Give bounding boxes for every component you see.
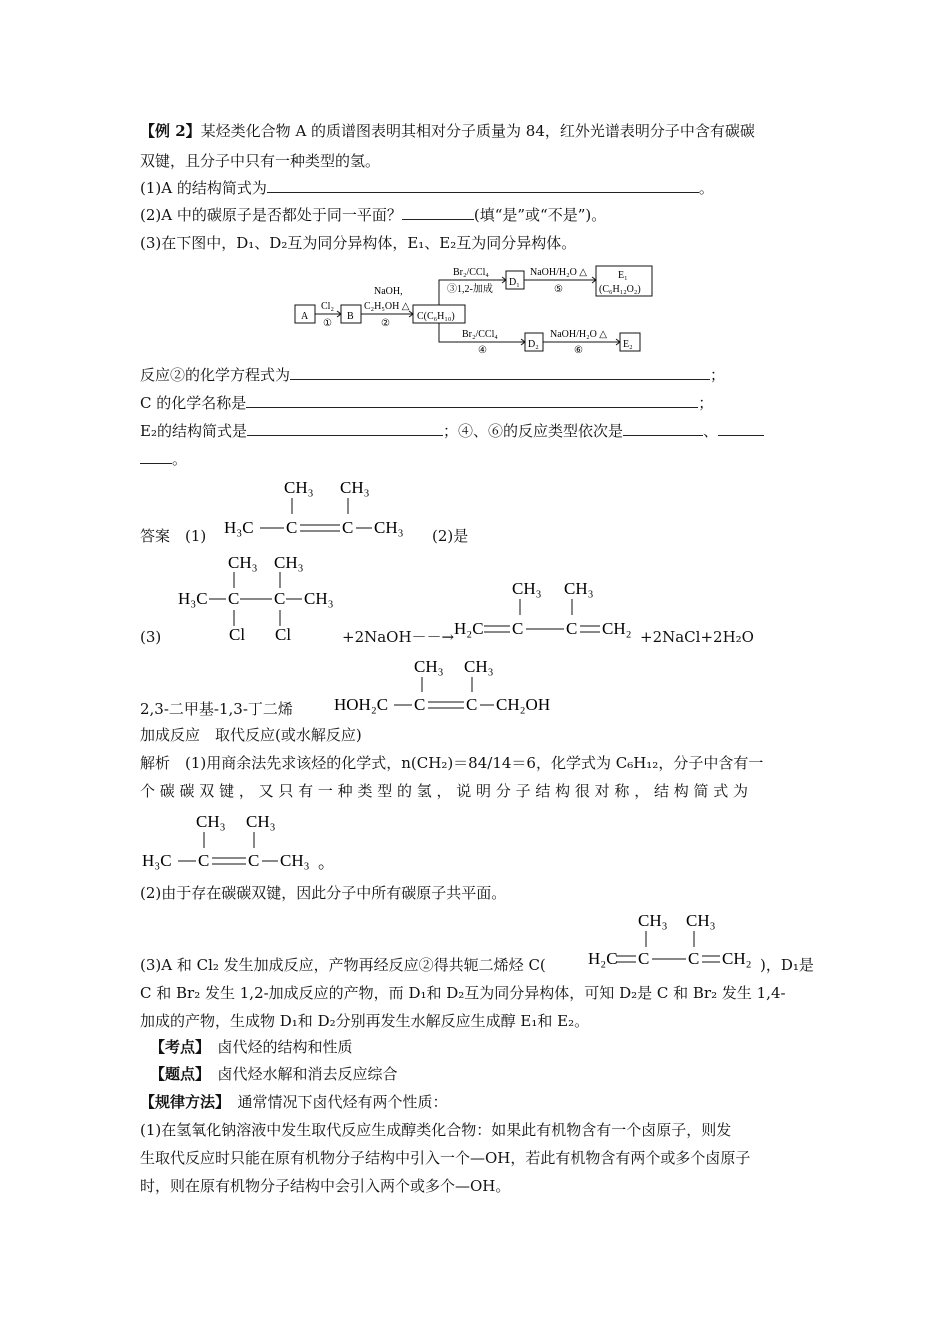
- tidian-tag: 【题点】: [150, 1065, 203, 1083]
- rule-line-1: (1)在氢氧化钠溶液中发生取代反应生成醇类化合物：如果此有机物含有一个卤原子，则发: [140, 1121, 732, 1139]
- analysis-line-1: 解析 (1)用商余法先求该烃的化学式，n(CH₂)＝84/14＝6，化学式为 C₆H₁₂，分子中含有一: [140, 754, 764, 772]
- c-g2: C: [248, 851, 260, 870]
- tidian-line: [150, 1063, 398, 1085]
- semicolon-1: ；: [710, 366, 726, 384]
- label-e1: E₁: [618, 270, 628, 281]
- e2-line: [140, 420, 764, 442]
- h3c-a: H₃C: [224, 518, 254, 537]
- ch3-g3: CH₃: [280, 851, 310, 870]
- ch3-2: CH₃: [340, 478, 370, 497]
- ch3-d2: CH₃: [274, 553, 304, 572]
- c-e2: C: [566, 619, 578, 638]
- answer-blank-7b: [140, 448, 172, 464]
- ch3-a3: CH₃: [374, 518, 404, 537]
- ch3-g1: CH₃: [196, 812, 226, 831]
- c-h1: C: [638, 949, 650, 968]
- kaodian-tag: 【考点】: [150, 1038, 203, 1056]
- label-br2-a: Br₂/CCl₄: [453, 267, 489, 278]
- c-name-text: C 的化学名称是: [140, 394, 247, 412]
- ch3-h2: CH₃: [686, 911, 716, 930]
- ch3-d3: CH₃: [304, 589, 334, 608]
- ch3-e2: CH₃: [564, 579, 594, 598]
- label-naoh-5: NaOH/H₂O △: [530, 267, 588, 278]
- label-step4: ④: [478, 345, 487, 354]
- label-a: A: [301, 311, 309, 322]
- label-step2: ②: [381, 318, 390, 329]
- plus-nacl: +2NaCl+2H₂O: [640, 628, 754, 646]
- answer-blank-4: [246, 392, 698, 408]
- answer-label: 答案 (1): [140, 527, 207, 545]
- label-naoh-6: NaOH/H₂O △: [550, 329, 608, 340]
- semicolon-2: ；: [698, 394, 714, 412]
- cl-2: Cl: [275, 625, 292, 644]
- analysis-p2: (2)由于存在碳碳双键，因此分子中所有碳原子共平面。: [140, 884, 507, 902]
- reaction-flow-diagram: [290, 262, 670, 354]
- answer-blank-7: [718, 420, 764, 436]
- question-2: [140, 204, 606, 226]
- structure-dichloride: [176, 550, 346, 646]
- h3c-g: H₃C: [142, 851, 172, 870]
- structure-a: [222, 474, 422, 544]
- ch2oh: CH₂OH: [496, 695, 551, 714]
- answer-3-label: (3): [140, 628, 162, 646]
- analysis-p3a: [140, 954, 546, 976]
- h3c-d: H₃C: [178, 589, 208, 608]
- ch3-f2: CH₃: [464, 657, 494, 676]
- question-2-hint: (填“是”或“不是”)。: [473, 206, 607, 224]
- answer-blank-1: [267, 177, 699, 193]
- c-a1: C: [286, 518, 298, 537]
- analysis-p3c: C 和 Br₂ 发生 1,2-加成反应的产物，而 D₁和 D₂互为同分异构体，可知 D₂是 C 和 Br₂ 发生 1,4-: [140, 984, 786, 1002]
- analysis-p3d: 加成的产物，生成物 D₁和 D₂分别再发生水解反应生成醇 E₁和 E₂。: [140, 1012, 590, 1030]
- label-b: B: [347, 311, 354, 322]
- label-e1-formula: (C₆H₁₂O₂): [599, 284, 641, 295]
- ch3-g2: CH₃: [246, 812, 276, 831]
- reaction-2-line: [140, 364, 725, 386]
- rule-line-3: 时，则在原有机物分子结构中会引入两个或多个—OH。: [140, 1177, 511, 1195]
- e2-text: E₂的结构简式是: [140, 422, 247, 440]
- separator: 、: [702, 422, 718, 440]
- label-step1: ①: [323, 318, 332, 329]
- answer-2: (2)是: [432, 527, 469, 545]
- question-2-text: (2)A 中的碳原子是否都处于同一平面？: [140, 206, 402, 224]
- question-1-end: 。: [698, 179, 714, 197]
- ch3-f1: CH₃: [414, 657, 444, 676]
- label-d2: D₂: [528, 339, 539, 350]
- example-line-1: [140, 120, 755, 142]
- period: 。: [172, 450, 188, 468]
- answer-reaction-types: 加成反应 取代反应(或水解反应): [140, 726, 362, 744]
- example-intro-2: 双键，且分子中只有一种类型的氢。: [140, 152, 381, 170]
- analysis-dot: 。: [318, 853, 335, 872]
- c-h2: C: [688, 949, 700, 968]
- kaodian-text: 卤代烃的结构和性质: [217, 1038, 353, 1056]
- analysis-p3a-text: (3)A 和 Cl₂ 发生加成反应，产物再经反应②得共轭二烯烃 C(: [140, 956, 546, 974]
- analysis-p3b: )，D₁是: [760, 956, 814, 974]
- structure-a-analysis: [142, 808, 342, 872]
- reaction-types-text: ；④、⑥的反应类型依次是: [442, 422, 623, 440]
- example-intro-1: 某烃类化合物 A 的质谱图表明其相对分子质量为 84，红外光谱表明分子中含有碳碳: [200, 122, 755, 140]
- guilv-tag: 【规律方法】: [140, 1093, 223, 1111]
- structure-diene: [452, 575, 642, 645]
- analysis-line-2: 个 碳 碳 双 键 ， 又 只 有 一 种 类 型 的 氢 ， 说 明 分 子 结 构 很 对 称 ， 结 构 简 式 为: [140, 782, 749, 800]
- kaodian-line: [150, 1036, 353, 1058]
- c-g1: C: [198, 851, 210, 870]
- answer-c-name: 2,3-二甲基-1,3-丁二烯: [140, 700, 293, 718]
- c-f1: C: [414, 695, 426, 714]
- question-3: (3)在下图中，D₁、D₂互为同分异构体，E₁、E₂互为同分异构体。: [140, 234, 577, 252]
- h2c-e: H₂C: [454, 619, 484, 638]
- answer-blank-6: [623, 420, 703, 436]
- label-cl2: Cl₂: [321, 301, 334, 312]
- ch2-h: CH₂: [722, 949, 752, 968]
- plus-naoh: +2NaOH－－→: [342, 628, 455, 646]
- e2-line-end: [140, 448, 187, 470]
- ch3-e1: CH₃: [512, 579, 542, 598]
- answer-blank-5: [247, 420, 443, 436]
- c-d2: C: [274, 589, 286, 608]
- c-e1: C: [512, 619, 524, 638]
- c-f2: C: [466, 695, 478, 714]
- label-naoh: NaOH,: [374, 286, 403, 297]
- question-1: [140, 177, 714, 199]
- ch3-h1: CH₃: [638, 911, 668, 930]
- structure-e2: [332, 654, 562, 718]
- hoh2c: HOH₂C: [334, 695, 389, 714]
- h2c-h: H₂C: [588, 949, 618, 968]
- cl-1: Cl: [229, 625, 246, 644]
- rule-line-2: 生取代反应时只能在原有机物分子结构中引入一个—OH，若此有机物含有两个或多个卤原子: [140, 1149, 751, 1167]
- ch2-e: CH₂: [602, 619, 632, 638]
- label-step6: ⑥: [574, 345, 583, 354]
- label-step5: ⑤: [554, 284, 563, 295]
- ch3-1: CH₃: [284, 478, 314, 497]
- reaction-2-text: 反应②的化学方程式为: [140, 366, 291, 384]
- structure-c-analysis: [586, 907, 786, 971]
- label-d1: D₁: [509, 277, 520, 288]
- label-add-12: ③1,2-加成: [447, 284, 493, 295]
- ch3-d1: CH₃: [228, 553, 258, 572]
- c-d1: C: [228, 589, 240, 608]
- guilv-line: [140, 1091, 448, 1113]
- answer-blank-3: [290, 364, 710, 380]
- label-e2: E₂: [623, 339, 633, 350]
- label-c2h5oh: C₂H₅OH △: [364, 301, 410, 312]
- example-tag: 【例 2】: [140, 122, 201, 140]
- c-a2: C: [342, 518, 354, 537]
- guilv-text: 通常情况下卤代烃有两个性质：: [237, 1093, 448, 1111]
- c-name-line: [140, 392, 713, 414]
- tidian-text: 卤代烃水解和消去反应综合: [217, 1065, 398, 1083]
- label-c: C(C₆H₁₀): [417, 311, 455, 322]
- label-br2-b: Br₂/CCl₄: [462, 329, 498, 340]
- answer-blank-2: [402, 204, 474, 220]
- question-1-text: (1)A 的结构简式为: [140, 179, 267, 197]
